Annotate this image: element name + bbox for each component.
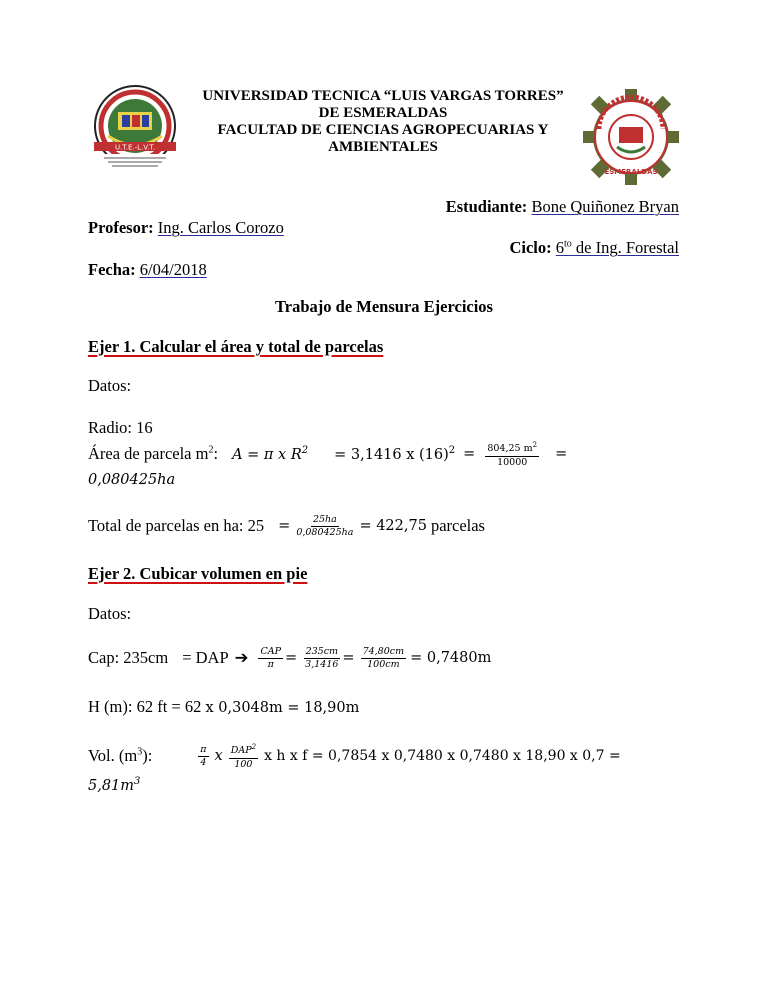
university-city: DE ESMERALDAS <box>318 105 448 121</box>
svg-text:ESMERALDAS: ESMERALDAS <box>604 168 658 176</box>
ex2-datos: Datos: <box>88 604 132 623</box>
vol-result: $5,81m^3$ <box>88 776 141 794</box>
vol-fraction-2: $\frac{DAP^2}{100}$ <box>230 743 257 770</box>
ex1-area-line <box>88 436 567 472</box>
faculty-name: FACULTAD DE CIENCIAS AGROPECUARIAS Y <box>217 122 549 138</box>
cap-label: Cap: 235cm <box>88 648 169 667</box>
cap-equals-2: = <box>342 650 355 666</box>
area-label: Área de parcela $m^2$: <box>88 444 219 463</box>
vol-fraction-1: $\frac{\pi}{4}$ <box>200 743 207 768</box>
area-result: 0,080425ha <box>88 472 176 488</box>
cap-fraction-2: $\frac{235cm}{3,1416}$ <box>305 645 339 670</box>
ex2-heading: Ejer 2. Cubicar volumen en pie <box>88 564 308 583</box>
student-name: Bone Quiñonez Bryan <box>531 197 679 216</box>
cycle-label: Ciclo: <box>509 238 552 257</box>
student-line <box>446 197 679 217</box>
ex1-heading: Ejer 1. Calcular el área y total de parcelas <box>88 337 384 356</box>
date-label: Fecha: <box>88 260 136 279</box>
area-equals: = <box>463 446 476 462</box>
arrow-icon: ➔ <box>234 648 249 667</box>
dap-result: = 0,7480m <box>410 650 492 666</box>
cap-fraction-3: $\frac{74,80cm}{100cm}$ <box>362 645 405 670</box>
logo-right <box>583 89 679 185</box>
student-label: Estudiante: <box>445 197 528 216</box>
vol-calc: x h x f = 0,7854 x 0,7480 x 0,7480 x 18,90 x 0,7 = <box>264 748 621 764</box>
logo-left <box>88 84 182 174</box>
area-formula: A = π x $R^2$ <box>232 445 309 463</box>
ex1-radio: Radio: 16 <box>88 418 153 437</box>
area-fraction: $\frac{804,25 m^2}{10000}$ <box>487 441 538 468</box>
ex1-datos: Datos: <box>88 376 132 395</box>
cap-equals-1: = <box>285 650 298 666</box>
date-line <box>88 260 207 280</box>
header-block <box>180 88 586 156</box>
ex2-h-line <box>88 697 359 717</box>
professor-label: Profesor: <box>88 218 154 237</box>
cycle-value: $6^{to}$ de Ing. Forestal <box>555 238 679 257</box>
professor-line <box>88 218 284 238</box>
h-calc: x 0,3048m = 18,90m <box>205 700 360 716</box>
date-value: 6/04/2018 <box>139 260 207 279</box>
vol-times: x <box>214 748 223 764</box>
cycle-line <box>509 238 679 258</box>
page-title: Trabajo de Mensura Ejercicios <box>275 297 493 316</box>
total-label: Total de parcelas en ha: 25 <box>88 516 265 535</box>
vol-label: Vol. $(m^3)$: <box>88 746 153 765</box>
university-name: UNIVERSIDAD TECNICA “LUIS VARGAS TORRES” <box>202 88 564 104</box>
faculty-name-2: AMBIENTALES <box>328 139 438 155</box>
svg-text:U.T.E.-L.V.T.: U.T.E.-L.V.T. <box>114 143 156 152</box>
cap-eq: = DAP <box>182 648 229 667</box>
ex2-cap-line <box>88 640 491 676</box>
professor-name: Ing. Carlos Corozo <box>157 218 284 237</box>
total-fraction: $\frac{25ha}{0,080425ha}$ <box>296 513 354 538</box>
h-label: H (m): 62 ft = 62 <box>88 697 202 716</box>
ex1-total-line <box>88 508 485 544</box>
area-calc: = 3,1416 x $(16)^2$ <box>334 445 456 463</box>
total-unit: parcelas <box>430 516 485 535</box>
total-equals: = <box>278 518 291 534</box>
cap-fraction: $\frac{\text{CAP}}{\pi}$ <box>260 645 282 670</box>
ex2-vol-line <box>88 736 680 776</box>
area-equals-end: = <box>555 446 568 462</box>
total-result: = 422,75 <box>359 518 427 534</box>
